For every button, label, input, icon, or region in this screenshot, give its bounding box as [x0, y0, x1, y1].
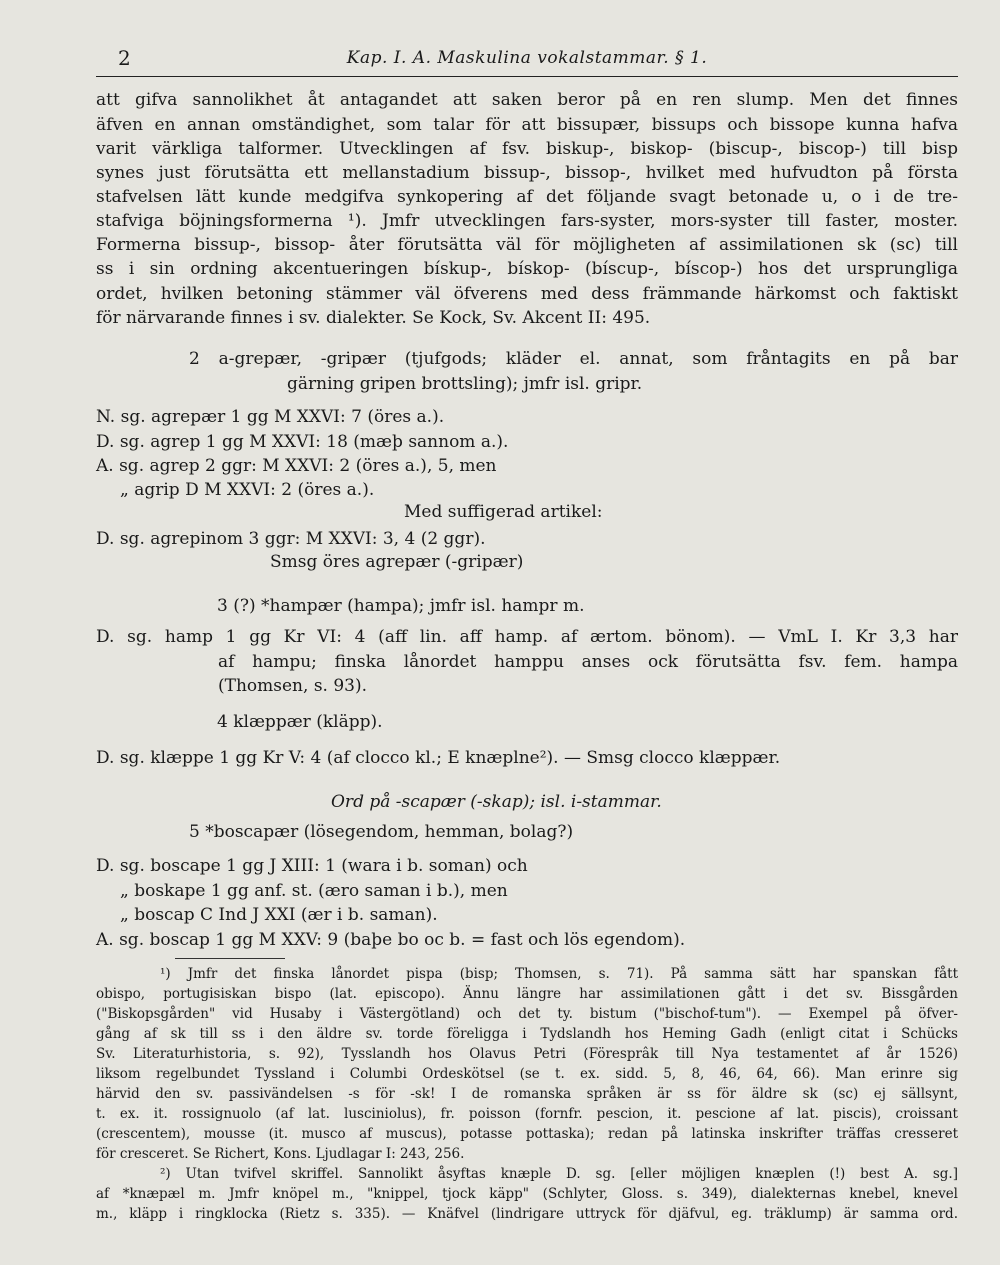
body-line: ss i sin ordning akcentueringen bískup-, bískop- (bíscup-, bíscop-) hos det ursprungliga: [96, 259, 958, 279]
entry-attestation: D. sg. klæppe 1 gg Kr V: 4 (af clocco kl.; E knæplne²). — Smsg clocco klæppær.: [96, 748, 781, 768]
entry-heading: 5 *boscapær (lösegendom, hemman, bolag?): [189, 822, 574, 842]
entry-attestation: N. sg. agrepær 1 gg M XXVI: 7 (öres a.).: [96, 407, 445, 427]
entry-heading: 3 (?) *hampær (hampa); jmfr isl. hampr m.: [217, 596, 585, 616]
body-line: äfven en annan omständighet, som talar för att bissupær, bissups och bissope kunna hafva: [96, 115, 958, 135]
entry-attestation: „ agrip D M XXVI: 2 (öres a.).: [120, 480, 375, 500]
footnote-line: (crescentem), mousse (it. musco af muscus), potasse pottaska); redan på latinska inskrifter träffas cresseret: [96, 1126, 958, 1142]
entry-heading: 2 a-grepær, -gripær (tjufgods; kläder el. annat, som fråntagits en på bar: [189, 349, 958, 369]
footnote-line: t. ex. it. rossignuolo (af lat. lusciniolus), fr. poisson (fornfr. pescion, it. pescione af lat. piscis), croissant: [96, 1106, 958, 1122]
body-line: synes just förutsätta ett mellanstadium bissup-, bissop-, hvilket med hufvudton på första: [96, 163, 958, 183]
entry-attestation: A. sg. agrep 2 ggr: M XXVI: 2 (öres a.), 5, men: [96, 456, 497, 476]
entry-compound: Smsg öres agrepær (-gripær): [270, 552, 524, 572]
section-heading: Ord på -scapær (-skap); isl. i-stammar.: [331, 792, 662, 812]
footnote-line: för cresceret. Se Richert, Kons. Ljudlagar I: 243, 256.: [96, 1146, 465, 1162]
footnote-line: härvid den sv. passivändelsen -s för -sk! I de romanska språken är ss för äldre sk (sc) ej sällsynt,: [96, 1086, 958, 1102]
footnote-line: gång af sk till ss i den äldre sv. torde föreligga i Tydslandh hos Heming Gadh (enligt citat i Schücks: [96, 1026, 958, 1042]
body-line: för närvarande finnes i sv. dialekter. Se Kock, Sv. Akcent II: 495.: [96, 308, 651, 328]
footnote-line: ¹) Jmfr det finska lånordet pispa (bisp; Thomsen, s. 71). På samma sätt har spanskan fått: [160, 966, 958, 982]
body-line: Formerna bissup-, bissop- åter förutsätta väl för möjligheten af assimilationen sk (sc) till: [96, 235, 958, 255]
running-title: Kap. I. A. Maskulina vokalstammar. § 1.: [346, 48, 708, 68]
entry-attestation: af hampu; finska lånordet hamppu anses ock förutsätta fsv. fem. hampa: [218, 652, 958, 672]
footnote-line: ("Biskopsgården" vid Husaby i Västergötland) och det ty. bistum ("bischof-tum"). — Exempel på öfver-: [96, 1006, 958, 1022]
footnote-line: Sv. Literaturhistoria, s. 92), Tysslandh hos Olavus Petri (Föresprâk till Nya testamentet af år 1526): [96, 1046, 958, 1062]
body-line: stafviga böjningsformerna ¹). Jmfr utvecklingen fars-syster, mors-syster till faster, moster.: [96, 211, 958, 231]
entry-attestation: D. sg. agrepinom 3 ggr: M XXVI: 3, 4 (2 ggr).: [96, 529, 486, 549]
body-line: varit värkliga talformer. Utvecklingen af fsv. biskup-, biskop- (biscup-, biscop-) till bisp: [96, 139, 958, 159]
page-header: [96, 46, 958, 77]
entry-attestation: D. sg. hamp 1 gg Kr VI: 4 (aff lin. aff hamp. af ærtom. bönom). — VmL I. Kr 3,3 har: [96, 627, 958, 647]
entry-attestation: A. sg. boscap 1 gg M XXV: 9 (baþe bo oc b. = fast och lös egendom).: [96, 930, 686, 950]
footnote-line: af *knæpæl m. Jmfr knöpel m., "knippel, tjock käpp" (Schlyter, Gloss. s. 349), dialekternas knebel, knevel: [96, 1186, 958, 1202]
entry-heading: 4 klæppær (kläpp).: [217, 712, 383, 732]
entry-attestation: D. sg. boscape 1 gg J XIII: 1 (wara i b. soman) och: [96, 856, 528, 876]
entry-subheading: Med suffigerad artikel:: [404, 502, 603, 522]
entry-attestation: „ boscap C Ind J XXI (ær i b. saman).: [120, 905, 438, 925]
footnote-line: liksom regelbundet Tyssland i Columbi Ordeskötsel (se t. ex. sidd. 5, 8, 46, 64, 66). Man erinre sig: [96, 1066, 958, 1082]
body-line: stafvelsen lätt kunde medgifva synkopering af det följande svagt betonade u, o i de tre-: [96, 187, 958, 207]
body-line: ordet, hvilken betoning stämmer väl öfverens med dess främmande härkomst och faktiskt: [96, 284, 958, 304]
entry-attestation: „ boskape 1 gg anf. st. (æro saman i b.), men: [120, 881, 508, 901]
footnote-line: m., kläpp i ringklocka (Rietz s. 335). — Knäfvel (lindrigare uttryck för djäfvul, eg. träklump) är samma ord.: [96, 1206, 958, 1222]
footnote-line: obispo, portugisiskan bispo (lat. episcopo). Ännu längre har assimilationen gått i det sv. Bissgården: [96, 986, 958, 1002]
entry-gloss: gärning gripen brottsling); jmfr isl. gripr.: [287, 374, 643, 394]
page-number: 2: [118, 46, 131, 70]
footnote-separator: [175, 958, 285, 959]
entry-attestation: D. sg. agrep 1 gg M XXVI: 18 (mæþ sannom a.).: [96, 432, 509, 452]
entry-attestation: (Thomsen, s. 93).: [218, 676, 368, 696]
footnote-line: ²) Utan tvifvel skriffel. Sannolikt åsyftas knæple D. sg. [eller möjligen knæplen (!) best A. sg.]: [160, 1166, 958, 1182]
body-line: att gifva sannolikhet åt antagandet att saken beror på en ren slump. Men det finnes: [96, 90, 958, 110]
